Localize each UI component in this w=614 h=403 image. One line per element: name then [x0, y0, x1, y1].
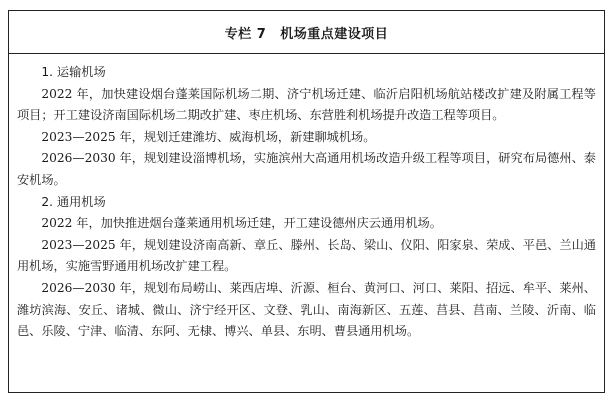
paragraph-general-2026: 2026—2030 年，规划布局崂山、莱西店埠、沂源、桓台、黄河口、河口、莱阳、招远、牟平、莱州、潍坊滨海、安丘、诸城、微山、济宁经开区、文登、乳山、南海新区、五莲、莒县、莒南、兰陵、沂南、临邑、乐陵、宁津、临清、东阿、无棣、博兴、单县、东明、曹县通用机场。 — [17, 280, 596, 339]
box-content — [9, 54, 604, 343]
box-title-label: 专栏 7 — [224, 26, 267, 42]
box-title — [9, 11, 604, 54]
feature-box — [8, 10, 605, 393]
box-title-text: 机场重点建设项目 — [280, 26, 389, 42]
paragraph-general-2022: 2022 年，加快推进烟台蓬莱通用机场迁建，开工建设德州庆云通用机场。 — [41, 216, 442, 231]
paragraph-transport-2023: 2023—2025 年，规划迁建潍坊、威海机场，新建聊城机场。 — [41, 129, 376, 144]
paragraph-general-2023: 2023—2025 年，规划建设济南高新、章丘、滕州、长岛、梁山、仪阳、阳家泉、荣成、平邑、兰山通用机场，实施雪野通用机场改扩建工程。 — [17, 237, 596, 274]
paragraph-transport-2022: 2022 年，加快建设烟台蓬莱国际机场二期、济宁机场迁建、临沂启阳机场航站楼改扩建及附属工程等项目；开工建设济南国际机场二期改扩建、枣庄机场、东营胜利机场提升改造工程等项目。 — [17, 86, 596, 123]
paragraph-transport-2026: 2026—2030 年，规划建设淄博机场，实施滨州大高通用机场改造升级工程等项目，研究布局德州、泰安机场。 — [17, 151, 596, 187]
section-heading-general: 2. 通用机场 — [41, 194, 106, 209]
section-heading-transport: 1. 运输机场 — [41, 65, 106, 79]
